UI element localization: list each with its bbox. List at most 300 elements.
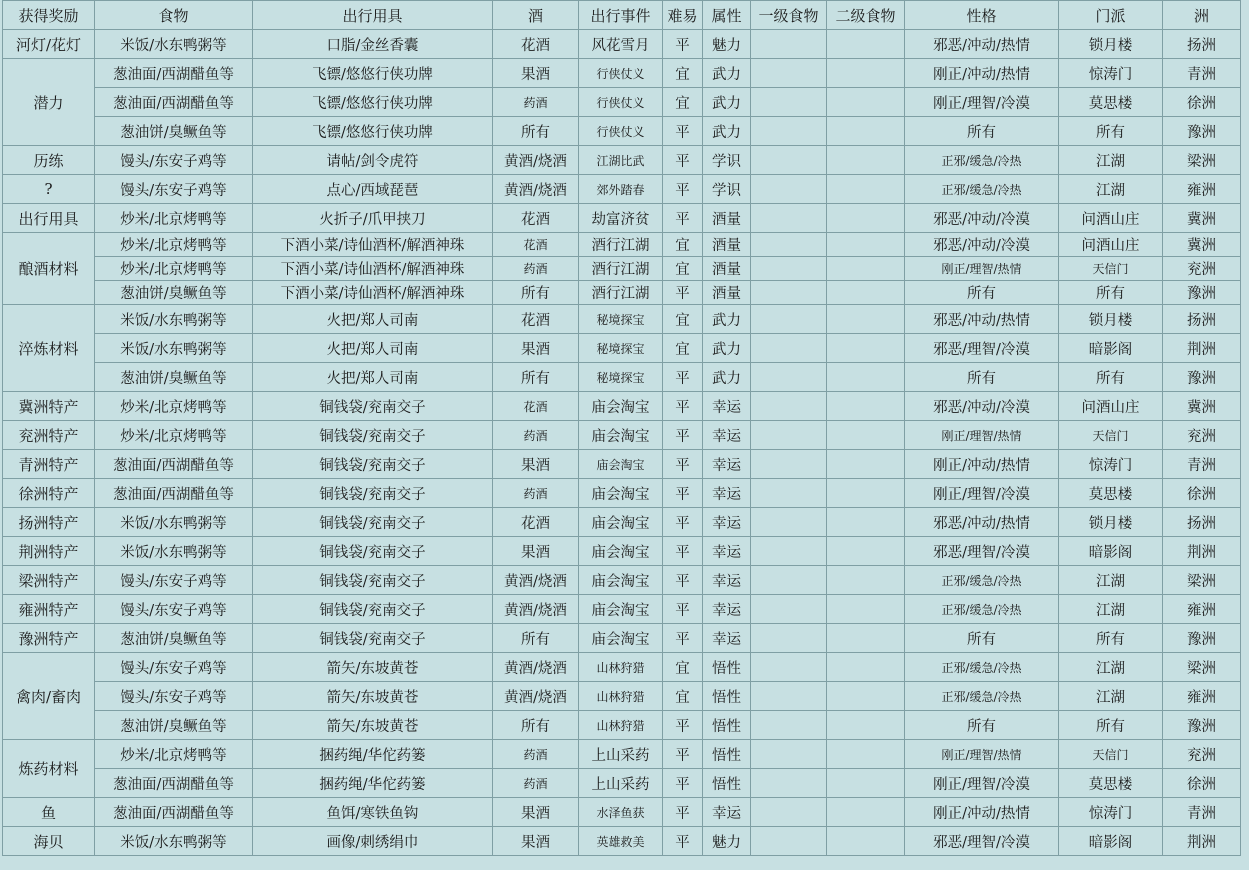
zhou-cell: 豫洲 [1163,363,1241,392]
trait-cell: 正邪/缓急/冷热 [905,146,1059,175]
wine-cell: 花酒 [493,30,579,59]
wine-cell: 果酒 [493,827,579,856]
event-cell: 江湖比武 [579,146,663,175]
diff-cell: 平 [663,711,703,740]
zhou-cell: 青洲 [1163,59,1241,88]
trait-cell: 邪恶/理智/冷漠 [905,334,1059,363]
tool-cell: 铜钱袋/兖南交子 [253,450,493,479]
trait-cell: 所有 [905,117,1059,146]
table-row [3,450,1241,479]
tool-cell: 铜钱袋/兖南交子 [253,421,493,450]
table-row [3,682,1241,711]
food-cell: 葱油饼/臭鳜鱼等 [95,281,253,305]
sect-cell: 惊涛门 [1059,798,1163,827]
diff-cell: 宜 [663,233,703,257]
trait-cell: 邪恶/冲动/冷漠 [905,204,1059,233]
food-cell: 馒头/东安子鸡等 [95,682,253,711]
event-cell: 山林狩猎 [579,711,663,740]
food-cell: 米饭/水东鸭粥等 [95,30,253,59]
zhou-cell: 梁洲 [1163,653,1241,682]
zhou-cell: 冀洲 [1163,204,1241,233]
sect-cell: 暗影阁 [1059,827,1163,856]
event-cell: 庙会淘宝 [579,566,663,595]
f2-cell [827,392,905,421]
tool-cell: 飞镖/悠悠行侠功牌 [253,88,493,117]
f1-cell [751,146,827,175]
trait-cell: 正邪/缓急/冷热 [905,595,1059,624]
reward-cell: ? [3,175,95,204]
wine-cell: 花酒 [493,508,579,537]
trait-cell: 刚正/冲动/热情 [905,59,1059,88]
event-cell: 秘境探宝 [579,334,663,363]
zhou-cell: 荆洲 [1163,827,1241,856]
wine-cell: 所有 [493,624,579,653]
food-cell: 米饭/水东鸭粥等 [95,537,253,566]
event-cell: 行侠仗义 [579,59,663,88]
wine-cell: 所有 [493,281,579,305]
event-cell: 上山采药 [579,740,663,769]
tool-cell: 铜钱袋/兖南交子 [253,595,493,624]
zhou-cell: 兖洲 [1163,257,1241,281]
f1-cell [751,175,827,204]
food-cell: 馒头/东安子鸡等 [95,175,253,204]
attr-cell: 武力 [703,88,751,117]
wine-cell: 黄酒/烧酒 [493,146,579,175]
table-row [3,175,1241,204]
sect-cell: 所有 [1059,624,1163,653]
table-row [3,537,1241,566]
f2-cell [827,305,905,334]
zhou-cell: 豫洲 [1163,117,1241,146]
attr-cell: 幸运 [703,537,751,566]
f2-cell [827,769,905,798]
sect-cell: 天信门 [1059,257,1163,281]
table-row [3,421,1241,450]
reward-cell: 炼药材料 [3,740,95,798]
event-cell: 庙会淘宝 [579,450,663,479]
f1-cell [751,88,827,117]
food-cell: 馒头/东安子鸡等 [95,595,253,624]
food-cell: 炒米/北京烤鸭等 [95,233,253,257]
table-row [3,59,1241,88]
attr-cell: 悟性 [703,769,751,798]
f2-cell [827,421,905,450]
food-cell: 馒头/东安子鸡等 [95,653,253,682]
reward-cell: 青洲特产 [3,450,95,479]
f1-cell [751,653,827,682]
zhou-cell: 扬洲 [1163,508,1241,537]
diff-cell: 平 [663,421,703,450]
attr-cell: 酒量 [703,281,751,305]
f1-cell [751,798,827,827]
reward-cell: 雍洲特产 [3,595,95,624]
trait-cell: 邪恶/冲动/热情 [905,305,1059,334]
event-cell: 劫富济贫 [579,204,663,233]
event-cell: 山林狩猎 [579,653,663,682]
f2-cell [827,450,905,479]
f2-cell [827,88,905,117]
food-cell: 葱油面/西湖醋鱼等 [95,88,253,117]
column-header: 酒 [493,1,579,30]
diff-cell: 平 [663,363,703,392]
column-header: 难易 [663,1,703,30]
wine-cell: 黄酒/烧酒 [493,682,579,711]
diff-cell: 平 [663,450,703,479]
tool-cell: 飞镖/悠悠行侠功牌 [253,117,493,146]
table-row [3,827,1241,856]
table-row [3,508,1241,537]
diff-cell: 平 [663,281,703,305]
trait-cell: 邪恶/冲动/冷漠 [905,392,1059,421]
f2-cell [827,740,905,769]
food-cell: 葱油饼/臭鳜鱼等 [95,711,253,740]
trait-cell: 邪恶/理智/冷漠 [905,827,1059,856]
f1-cell [751,479,827,508]
reward-cell: 鱼 [3,798,95,827]
tool-cell: 捆药绳/华佗药篓 [253,769,493,798]
food-cell: 葱油面/西湖醋鱼等 [95,798,253,827]
reward-cell: 历练 [3,146,95,175]
sect-cell: 所有 [1059,363,1163,392]
trait-cell: 刚正/冲动/热情 [905,450,1059,479]
diff-cell: 平 [663,204,703,233]
food-cell: 炒米/北京烤鸭等 [95,421,253,450]
tool-cell: 火折子/爪甲挟刀 [253,204,493,233]
f2-cell [827,59,905,88]
tool-cell: 箭矢/东坡黄苍 [253,711,493,740]
table-row [3,204,1241,233]
column-header: 二级食物 [827,1,905,30]
food-cell: 馒头/东安子鸡等 [95,566,253,595]
f1-cell [751,682,827,711]
column-header: 性格 [905,1,1059,30]
tool-cell: 铜钱袋/兖南交子 [253,624,493,653]
zhou-cell: 豫洲 [1163,711,1241,740]
table-row [3,233,1241,257]
attr-cell: 酒量 [703,204,751,233]
wine-cell: 花酒 [493,204,579,233]
trait-cell: 邪恶/冲动/热情 [905,30,1059,59]
diff-cell: 宜 [663,334,703,363]
reward-table [2,0,1241,856]
sect-cell: 惊涛门 [1059,450,1163,479]
table-body [3,30,1241,856]
f2-cell [827,508,905,537]
food-cell: 葱油面/西湖醋鱼等 [95,450,253,479]
attr-cell: 武力 [703,59,751,88]
sect-cell: 莫思楼 [1059,479,1163,508]
zhou-cell: 雍洲 [1163,595,1241,624]
tool-cell: 铜钱袋/兖南交子 [253,537,493,566]
diff-cell: 平 [663,566,703,595]
f1-cell [751,305,827,334]
trait-cell: 刚正/理智/冷漠 [905,88,1059,117]
column-header: 洲 [1163,1,1241,30]
attr-cell: 幸运 [703,508,751,537]
event-cell: 行侠仗义 [579,88,663,117]
reward-cell: 酿酒材料 [3,233,95,305]
f2-cell [827,682,905,711]
diff-cell: 宜 [663,59,703,88]
event-cell: 庙会淘宝 [579,595,663,624]
reward-cell: 荆洲特产 [3,537,95,566]
attr-cell: 幸运 [703,624,751,653]
diff-cell: 平 [663,769,703,798]
column-header: 出行事件 [579,1,663,30]
sect-cell: 莫思楼 [1059,769,1163,798]
food-cell: 葱油面/西湖醋鱼等 [95,769,253,798]
wine-cell: 花酒 [493,392,579,421]
f1-cell [751,233,827,257]
trait-cell: 正邪/缓急/冷热 [905,682,1059,711]
wine-cell: 花酒 [493,233,579,257]
food-cell: 炒米/北京烤鸭等 [95,257,253,281]
f2-cell [827,711,905,740]
diff-cell: 平 [663,479,703,508]
attr-cell: 幸运 [703,566,751,595]
table-row [3,653,1241,682]
tool-cell: 请帖/剑令虎符 [253,146,493,175]
column-header: 门派 [1059,1,1163,30]
sect-cell: 天信门 [1059,421,1163,450]
reward-cell: 冀洲特产 [3,392,95,421]
attr-cell: 酒量 [703,257,751,281]
diff-cell: 宜 [663,88,703,117]
sect-cell: 所有 [1059,711,1163,740]
diff-cell: 宜 [663,653,703,682]
wine-cell: 所有 [493,711,579,740]
attr-cell: 学识 [703,175,751,204]
diff-cell: 宜 [663,305,703,334]
f1-cell [751,537,827,566]
table-row [3,769,1241,798]
table-row [3,624,1241,653]
food-cell: 葱油饼/臭鳜鱼等 [95,624,253,653]
food-cell: 米饭/水东鸭粥等 [95,334,253,363]
wine-cell: 所有 [493,363,579,392]
wine-cell: 所有 [493,117,579,146]
trait-cell: 正邪/缓急/冷热 [905,566,1059,595]
zhou-cell: 豫洲 [1163,281,1241,305]
trait-cell: 所有 [905,711,1059,740]
reward-cell: 河灯/花灯 [3,30,95,59]
trait-cell: 刚正/理智/热情 [905,740,1059,769]
tool-cell: 口脂/金丝香囊 [253,30,493,59]
event-cell: 风花雪月 [579,30,663,59]
f2-cell [827,117,905,146]
diff-cell: 平 [663,595,703,624]
sect-cell: 莫思楼 [1059,88,1163,117]
food-cell: 米饭/水东鸭粥等 [95,508,253,537]
diff-cell: 平 [663,537,703,566]
wine-cell: 黄酒/烧酒 [493,595,579,624]
f2-cell [827,479,905,508]
attr-cell: 魅力 [703,827,751,856]
f1-cell [751,624,827,653]
zhou-cell: 徐洲 [1163,88,1241,117]
event-cell: 酒行江湖 [579,281,663,305]
f1-cell [751,421,827,450]
event-cell: 英雄救美 [579,827,663,856]
zhou-cell: 荆洲 [1163,537,1241,566]
food-cell: 葱油面/西湖醋鱼等 [95,479,253,508]
f1-cell [751,59,827,88]
reward-cell: 出行用具 [3,204,95,233]
sect-cell: 暗影阁 [1059,334,1163,363]
table-row [3,305,1241,334]
tool-cell: 捆药绳/华佗药篓 [253,740,493,769]
f2-cell [827,146,905,175]
f1-cell [751,392,827,421]
tool-cell: 火把/郑人司南 [253,363,493,392]
wine-cell: 黄酒/烧酒 [493,653,579,682]
event-cell: 庙会淘宝 [579,537,663,566]
food-cell: 炒米/北京烤鸭等 [95,392,253,421]
zhou-cell: 雍洲 [1163,175,1241,204]
food-cell: 葱油面/西湖醋鱼等 [95,59,253,88]
reward-cell: 梁洲特产 [3,566,95,595]
food-cell: 馒头/东安子鸡等 [95,146,253,175]
event-cell: 秘境探宝 [579,305,663,334]
table-row [3,88,1241,117]
f1-cell [751,827,827,856]
wine-cell: 药酒 [493,769,579,798]
event-cell: 行侠仗义 [579,117,663,146]
f2-cell [827,595,905,624]
column-header: 食物 [95,1,253,30]
wine-cell: 果酒 [493,334,579,363]
f2-cell [827,281,905,305]
f2-cell [827,537,905,566]
sect-cell: 问酒山庄 [1059,392,1163,421]
trait-cell: 正邪/缓急/冷热 [905,175,1059,204]
zhou-cell: 扬洲 [1163,305,1241,334]
attr-cell: 武力 [703,305,751,334]
tool-cell: 画像/刺绣绢巾 [253,827,493,856]
f2-cell [827,827,905,856]
f1-cell [751,508,827,537]
food-cell: 米饭/水东鸭粥等 [95,827,253,856]
f2-cell [827,624,905,653]
wine-cell: 果酒 [493,798,579,827]
event-cell: 庙会淘宝 [579,624,663,653]
sect-cell: 江湖 [1059,146,1163,175]
f2-cell [827,204,905,233]
f1-cell [751,117,827,146]
table-row [3,798,1241,827]
zhou-cell: 豫洲 [1163,624,1241,653]
f1-cell [751,257,827,281]
diff-cell: 平 [663,740,703,769]
table-row [3,740,1241,769]
food-cell: 葱油饼/臭鳜鱼等 [95,363,253,392]
column-header: 属性 [703,1,751,30]
sect-cell: 锁月楼 [1059,508,1163,537]
zhou-cell: 雍洲 [1163,682,1241,711]
sect-cell: 江湖 [1059,682,1163,711]
table-row [3,334,1241,363]
f1-cell [751,450,827,479]
food-cell: 炒米/北京烤鸭等 [95,740,253,769]
tool-cell: 铜钱袋/兖南交子 [253,392,493,421]
trait-cell: 刚正/理智/冷漠 [905,769,1059,798]
zhou-cell: 冀洲 [1163,233,1241,257]
trait-cell: 邪恶/冲动/冷漠 [905,233,1059,257]
attr-cell: 酒量 [703,233,751,257]
event-cell: 酒行江湖 [579,257,663,281]
sect-cell: 所有 [1059,281,1163,305]
event-cell: 庙会淘宝 [579,479,663,508]
f1-cell [751,740,827,769]
column-header: 获得奖励 [3,1,95,30]
tool-cell: 下酒小菜/诗仙酒杯/解酒神珠 [253,233,493,257]
wine-cell: 果酒 [493,450,579,479]
attr-cell: 魅力 [703,30,751,59]
wine-cell: 药酒 [493,257,579,281]
zhou-cell: 梁洲 [1163,566,1241,595]
tool-cell: 火把/郑人司南 [253,305,493,334]
trait-cell: 刚正/冲动/热情 [905,798,1059,827]
attr-cell: 幸运 [703,450,751,479]
f1-cell [751,769,827,798]
zhou-cell: 扬洲 [1163,30,1241,59]
food-cell: 炒米/北京烤鸭等 [95,204,253,233]
column-header: 出行用具 [253,1,493,30]
f2-cell [827,798,905,827]
diff-cell: 宜 [663,257,703,281]
table-row [3,117,1241,146]
attr-cell: 幸运 [703,392,751,421]
tool-cell: 下酒小菜/诗仙酒杯/解酒神珠 [253,257,493,281]
trait-cell: 所有 [905,281,1059,305]
diff-cell: 平 [663,624,703,653]
event-cell: 郊外踏春 [579,175,663,204]
attr-cell: 幸运 [703,798,751,827]
trait-cell: 邪恶/理智/冷漠 [905,537,1059,566]
food-cell: 葱油饼/臭鳜鱼等 [95,117,253,146]
attr-cell: 幸运 [703,595,751,624]
attr-cell: 武力 [703,363,751,392]
f1-cell [751,30,827,59]
sect-cell: 江湖 [1059,595,1163,624]
event-cell: 水泽鱼获 [579,798,663,827]
zhou-cell: 徐洲 [1163,769,1241,798]
table-row [3,281,1241,305]
sect-cell: 锁月楼 [1059,30,1163,59]
wine-cell: 果酒 [493,537,579,566]
attr-cell: 悟性 [703,711,751,740]
wine-cell: 药酒 [493,740,579,769]
wine-cell: 花酒 [493,305,579,334]
event-cell: 庙会淘宝 [579,421,663,450]
f1-cell [751,363,827,392]
wine-cell: 黄酒/烧酒 [493,566,579,595]
attr-cell: 武力 [703,334,751,363]
event-cell: 庙会淘宝 [579,392,663,421]
sect-cell: 所有 [1059,117,1163,146]
trait-cell: 邪恶/冲动/热情 [905,508,1059,537]
f1-cell [751,566,827,595]
table-row [3,392,1241,421]
f1-cell [751,281,827,305]
diff-cell: 平 [663,146,703,175]
table-row [3,479,1241,508]
attr-cell: 悟性 [703,682,751,711]
wine-cell: 果酒 [493,59,579,88]
wine-cell: 黄酒/烧酒 [493,175,579,204]
attr-cell: 悟性 [703,653,751,682]
tool-cell: 下酒小菜/诗仙酒杯/解酒神珠 [253,281,493,305]
